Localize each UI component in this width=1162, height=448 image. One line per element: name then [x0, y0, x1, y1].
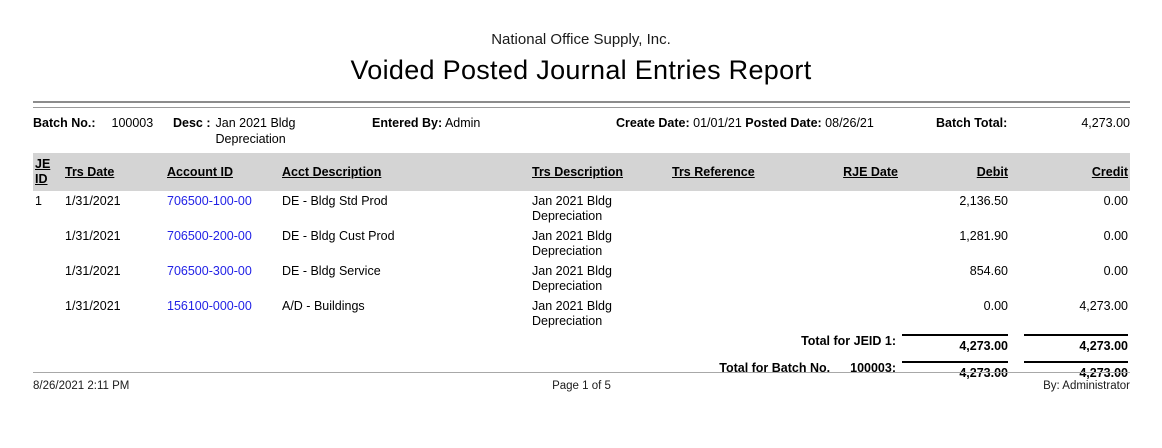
account-id-link[interactable]: 706500-300-00 [167, 264, 252, 278]
footer-datetime: 8/26/2021 2:11 PM [33, 380, 130, 392]
cell-trs-reference [670, 226, 820, 261]
divider-thick-line [33, 101, 1130, 103]
cell-trs-description [530, 261, 670, 296]
col-header-account-id: Account ID [165, 153, 280, 191]
jeid-total-credit-value: 4,273.00 [1024, 334, 1128, 354]
col-header-rje-date: RJE Date [820, 153, 900, 191]
cell-trs-date: 1/31/2021 [65, 229, 121, 243]
batch-total-credit-value: 4,273.00 [1024, 361, 1128, 381]
batch-desc-group [173, 115, 372, 147]
cell-trs-reference [670, 261, 820, 296]
cell-trs-description [530, 191, 670, 226]
cell-rje-date [820, 296, 900, 331]
trs-description-text: Jan 2021 Bldg Depreciation [532, 299, 612, 328]
table-row [33, 296, 1130, 331]
journal-entries-table [33, 153, 1130, 385]
account-id-link[interactable]: 156100-000-00 [167, 299, 252, 313]
col-header-credit: Credit [1010, 153, 1130, 191]
col-header-debit: Debit [900, 153, 1010, 191]
cell-rje-date [820, 261, 900, 296]
posted-date-label: Posted Date: [745, 116, 822, 130]
entered-by-value: Admin [444, 116, 481, 130]
entered-by-group [372, 115, 616, 147]
batch-number-group [33, 115, 173, 147]
entered-by-label: Entered By: [372, 116, 443, 130]
jeid-total-credit [1010, 331, 1130, 358]
create-date-label: Create Date: [616, 116, 690, 130]
cell-je-id [33, 226, 63, 261]
footer-page-number: Page 1 of 5 [552, 380, 611, 392]
batch-total-text: Total for Batch No. [719, 361, 831, 375]
trs-description-text: Jan 2021 Bldg Depreciation [532, 264, 612, 293]
batch-total-group [936, 115, 1130, 147]
table-row [33, 226, 1130, 261]
trs-description-text: Jan 2021 Bldg Depreciation [532, 229, 612, 258]
account-id-link[interactable]: 706500-100-00 [167, 194, 252, 208]
cell-trs-description [530, 226, 670, 261]
cell-trs-description [530, 296, 670, 331]
jeid-total-debit [900, 331, 1010, 358]
batch-total-number: 100003: [850, 361, 896, 375]
report-footer [33, 372, 1130, 392]
jeid-total-label: Total for JEID 1: [801, 334, 896, 348]
trs-description-text: Jan 2021 Bldg Depreciation [532, 194, 612, 223]
cell-acct-description: A/D - Buildings [282, 299, 365, 313]
col-header-trs-date: Trs Date [63, 153, 165, 191]
cell-acct-description: DE - Bldg Std Prod [282, 194, 388, 208]
cell-debit: 854.60 [969, 264, 1008, 278]
col-header-acct-description: Acct Description [280, 153, 530, 191]
cell-trs-reference [670, 296, 820, 331]
cell-je-id [33, 261, 63, 296]
cell-debit: 1,281.90 [959, 229, 1008, 243]
cell-trs-date: 1/31/2021 [65, 299, 121, 313]
col-header-je-id: JE ID [33, 153, 63, 191]
batch-desc-value: Jan 2021 Bldg Depreciation [215, 116, 296, 146]
cell-acct-description: DE - Bldg Cust Prod [282, 229, 395, 243]
cell-acct-description: DE - Bldg Service [282, 264, 381, 278]
cell-credit: 0.00 [1103, 194, 1128, 208]
header-divider [33, 101, 1130, 108]
batch-desc-label: Desc : [173, 116, 211, 130]
divider-thin-line [33, 107, 1130, 108]
dates-group [616, 115, 936, 147]
account-id-link[interactable]: 706500-200-00 [167, 229, 252, 243]
cell-rje-date [820, 191, 900, 226]
cell-debit: 0.00 [983, 299, 1008, 313]
cell-credit: 0.00 [1103, 229, 1128, 243]
batch-number-label: Batch No.: [33, 116, 96, 130]
batch-total-debit-value: 4,273.00 [902, 361, 1008, 381]
batch-total-value: 4,273.00 [1081, 116, 1130, 130]
create-date-value: 01/01/21 [693, 116, 742, 130]
cell-je-id [33, 296, 63, 331]
col-header-trs-reference: Trs Reference [670, 153, 820, 191]
cell-trs-reference [670, 191, 820, 226]
batch-total-label: Batch Total: [936, 116, 1008, 130]
table-row [33, 191, 1130, 226]
cell-credit: 4,273.00 [1079, 299, 1128, 313]
jeid-total-row [33, 331, 1130, 358]
cell-je-id: 1 [35, 194, 42, 208]
footer-generated-by: By: Administrator [1043, 380, 1131, 392]
batch-number-value: 100003 [111, 116, 154, 130]
table-row [33, 261, 1130, 296]
cell-credit: 0.00 [1103, 264, 1128, 278]
cell-trs-date: 1/31/2021 [65, 194, 121, 208]
cell-rje-date [820, 226, 900, 261]
posted-date-value: 08/26/21 [825, 116, 874, 130]
cell-trs-date: 1/31/2021 [65, 264, 121, 278]
batch-header [33, 115, 1130, 147]
page-title: Voided Posted Journal Entries Report [350, 55, 812, 85]
cell-debit: 2,136.50 [959, 194, 1008, 208]
jeid-total-debit-value: 4,273.00 [902, 334, 1008, 354]
col-header-trs-description: Trs Description [530, 153, 670, 191]
table-header-row [33, 153, 1130, 191]
company-name: National Office Supply, Inc. [491, 31, 671, 48]
